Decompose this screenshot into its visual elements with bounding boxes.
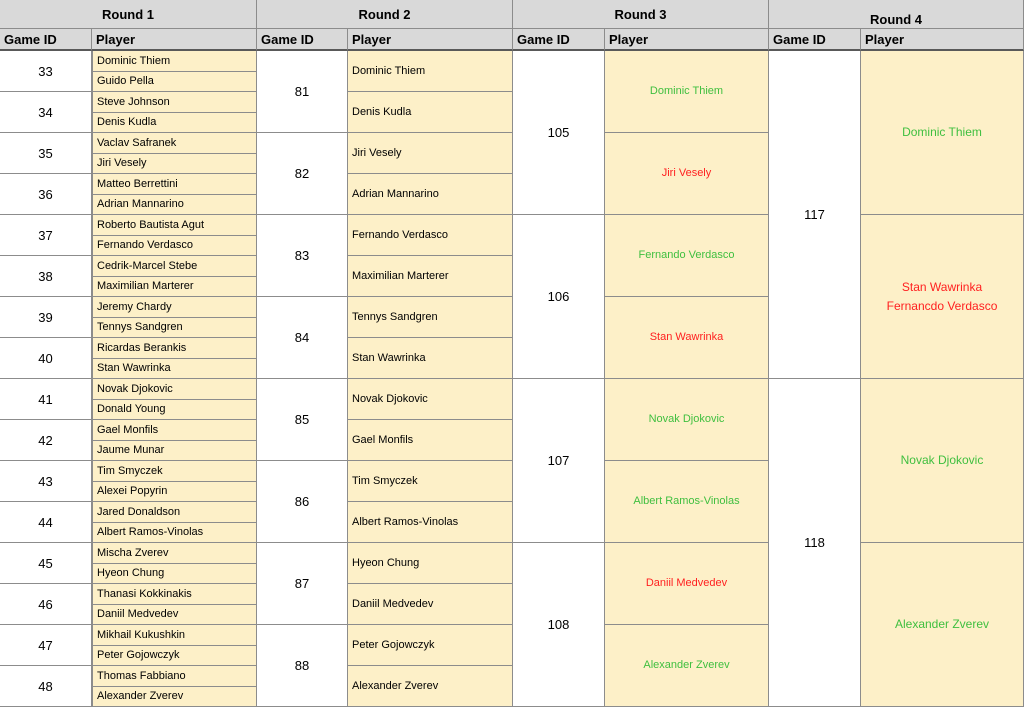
round-4-header: Round 4 bbox=[769, 0, 1024, 29]
r1-player-name: Roberto Bautista Agut bbox=[92, 215, 257, 236]
r1-player-name: Adrian Mannarino bbox=[92, 195, 257, 216]
r2-player-name: Alexander Zverev bbox=[348, 666, 513, 707]
r1-game-id: 37 bbox=[0, 215, 92, 256]
r1-player-name: Jiri Vesely bbox=[92, 154, 257, 175]
r1-player-name: Thanasi Kokkinakis bbox=[92, 584, 257, 605]
r2-player-name: Daniil Medvedev bbox=[348, 584, 513, 625]
r1-game-id: 38 bbox=[0, 256, 92, 297]
r1-game-id: 41 bbox=[0, 379, 92, 420]
r2-player-name: Adrian Mannarino bbox=[348, 174, 513, 215]
r2-player-name: Albert Ramos-Vinolas bbox=[348, 502, 513, 543]
r4-player-header: Player bbox=[861, 29, 1024, 51]
r4-player-name bbox=[861, 51, 1024, 215]
r2-player-name: Tennys Sandgren bbox=[348, 297, 513, 338]
r4-game-id: 118 bbox=[769, 379, 861, 707]
r1-game-id: 46 bbox=[0, 584, 92, 625]
r4-player-name bbox=[861, 215, 1024, 379]
r1-game-id: 39 bbox=[0, 297, 92, 338]
r2-player-name: Peter Gojowczyk bbox=[348, 625, 513, 666]
r2-player-name: Stan Wawrinka bbox=[348, 338, 513, 379]
r2-game-id: 87 bbox=[257, 543, 348, 625]
r3-game-id: 106 bbox=[513, 215, 605, 379]
r2-game-id: 83 bbox=[257, 215, 348, 297]
r1-player-name: Maximilian Marterer bbox=[92, 277, 257, 298]
r1-player-name: Cedrik-Marcel Stebe bbox=[92, 256, 257, 277]
r2-game-id: 82 bbox=[257, 133, 348, 215]
r2-player-name: Novak Djokovic bbox=[348, 379, 513, 420]
r3-player-name: Stan Wawrinka bbox=[605, 297, 769, 379]
r1-player-name: Stan Wawrinka bbox=[92, 359, 257, 380]
r2-game-id-header: Game ID bbox=[257, 29, 348, 51]
r4-player-line: Novak Djokovic bbox=[901, 451, 984, 470]
r1-player-name: Hyeon Chung bbox=[92, 564, 257, 585]
r3-player-name: Albert Ramos-Vinolas bbox=[605, 461, 769, 543]
r1-player-name: Denis Kudla bbox=[92, 113, 257, 134]
r4-player-line: Stan Wawrinka bbox=[902, 278, 982, 297]
r2-game-id: 85 bbox=[257, 379, 348, 461]
r4-player-line: Fernancdo Verdasco bbox=[887, 297, 998, 316]
r4-player-name bbox=[861, 543, 1024, 707]
r1-player-name: Daniil Medvedev bbox=[92, 605, 257, 626]
r1-player-name: Jared Donaldson bbox=[92, 502, 257, 523]
r1-game-id: 45 bbox=[0, 543, 92, 584]
r1-player-name: Mischa Zverev bbox=[92, 543, 257, 564]
r3-player-name: Jiri Vesely bbox=[605, 133, 769, 215]
r1-player-name: Jaume Munar bbox=[92, 441, 257, 462]
r2-player-name: Gael Monfils bbox=[348, 420, 513, 461]
r2-player-header: Player bbox=[348, 29, 513, 51]
r1-game-id: 48 bbox=[0, 666, 92, 707]
r1-player-name: Jeremy Chardy bbox=[92, 297, 257, 318]
r3-game-id: 107 bbox=[513, 379, 605, 543]
r1-player-name: Tennys Sandgren bbox=[92, 318, 257, 339]
r3-player-header: Player bbox=[605, 29, 769, 51]
r1-game-id: 35 bbox=[0, 133, 92, 174]
r2-player-name: Maximilian Marterer bbox=[348, 256, 513, 297]
r1-game-id-header: Game ID bbox=[0, 29, 92, 51]
r3-player-name: Fernando Verdasco bbox=[605, 215, 769, 297]
r1-player-name: Gael Monfils bbox=[92, 420, 257, 441]
r3-player-name: Daniil Medvedev bbox=[605, 543, 769, 625]
r1-game-id: 42 bbox=[0, 420, 92, 461]
r1-player-name: Thomas Fabbiano bbox=[92, 666, 257, 687]
r1-player-name: Donald Young bbox=[92, 400, 257, 421]
r1-player-name: Dominic Thiem bbox=[92, 51, 257, 72]
r2-game-id: 88 bbox=[257, 625, 348, 707]
r1-player-name: Mikhail Kukushkin bbox=[92, 625, 257, 646]
r1-game-id: 36 bbox=[0, 174, 92, 215]
r1-player-name: Alexander Zverev bbox=[92, 687, 257, 707]
r2-player-name: Fernando Verdasco bbox=[348, 215, 513, 256]
r3-game-id-header: Game ID bbox=[513, 29, 605, 51]
r1-game-id: 44 bbox=[0, 502, 92, 543]
r1-player-name: Vaclav Safranek bbox=[92, 133, 257, 154]
r2-player-name: Jiri Vesely bbox=[348, 133, 513, 174]
r4-game-id-header: Game ID bbox=[769, 29, 861, 51]
r2-game-id: 84 bbox=[257, 297, 348, 379]
r1-player-name: Peter Gojowczyk bbox=[92, 646, 257, 667]
r1-player-name: Albert Ramos-Vinolas bbox=[92, 523, 257, 544]
r1-game-id: 40 bbox=[0, 338, 92, 379]
r1-player-name: Tim Smyczek bbox=[92, 461, 257, 482]
r3-player-name: Alexander Zverev bbox=[605, 625, 769, 707]
round-2-header: Round 2 bbox=[257, 0, 513, 29]
r2-game-id: 86 bbox=[257, 461, 348, 543]
r1-player-name: Steve Johnson bbox=[92, 92, 257, 113]
r2-game-id: 81 bbox=[257, 51, 348, 133]
r4-player-name bbox=[861, 379, 1024, 543]
r3-player-name: Dominic Thiem bbox=[605, 51, 769, 133]
r1-player-name: Alexei Popyrin bbox=[92, 482, 257, 503]
r1-player-name: Guido Pella bbox=[92, 72, 257, 93]
r4-player-line: Alexander Zverev bbox=[895, 615, 989, 634]
r2-player-name: Dominic Thiem bbox=[348, 51, 513, 92]
r1-game-id: 47 bbox=[0, 625, 92, 666]
r3-game-id: 105 bbox=[513, 51, 605, 215]
r1-player-header: Player bbox=[92, 29, 257, 51]
r4-player-line: Dominic Thiem bbox=[902, 123, 982, 142]
round-3-header: Round 3 bbox=[513, 0, 769, 29]
r1-player-name: Novak Djokovic bbox=[92, 379, 257, 400]
r2-player-name: Tim Smyczek bbox=[348, 461, 513, 502]
r1-player-name: Fernando Verdasco bbox=[92, 236, 257, 257]
r4-game-id: 117 bbox=[769, 51, 861, 379]
r1-player-name: Matteo Berrettini bbox=[92, 174, 257, 195]
r1-game-id: 34 bbox=[0, 92, 92, 133]
r3-game-id: 108 bbox=[513, 543, 605, 707]
r1-player-name: Ricardas Berankis bbox=[92, 338, 257, 359]
round-1-header: Round 1 bbox=[0, 0, 257, 29]
r3-player-name: Novak Djokovic bbox=[605, 379, 769, 461]
r1-game-id: 33 bbox=[0, 51, 92, 92]
r2-player-name: Hyeon Chung bbox=[348, 543, 513, 584]
r2-player-name: Denis Kudla bbox=[348, 92, 513, 133]
r1-game-id: 43 bbox=[0, 461, 92, 502]
